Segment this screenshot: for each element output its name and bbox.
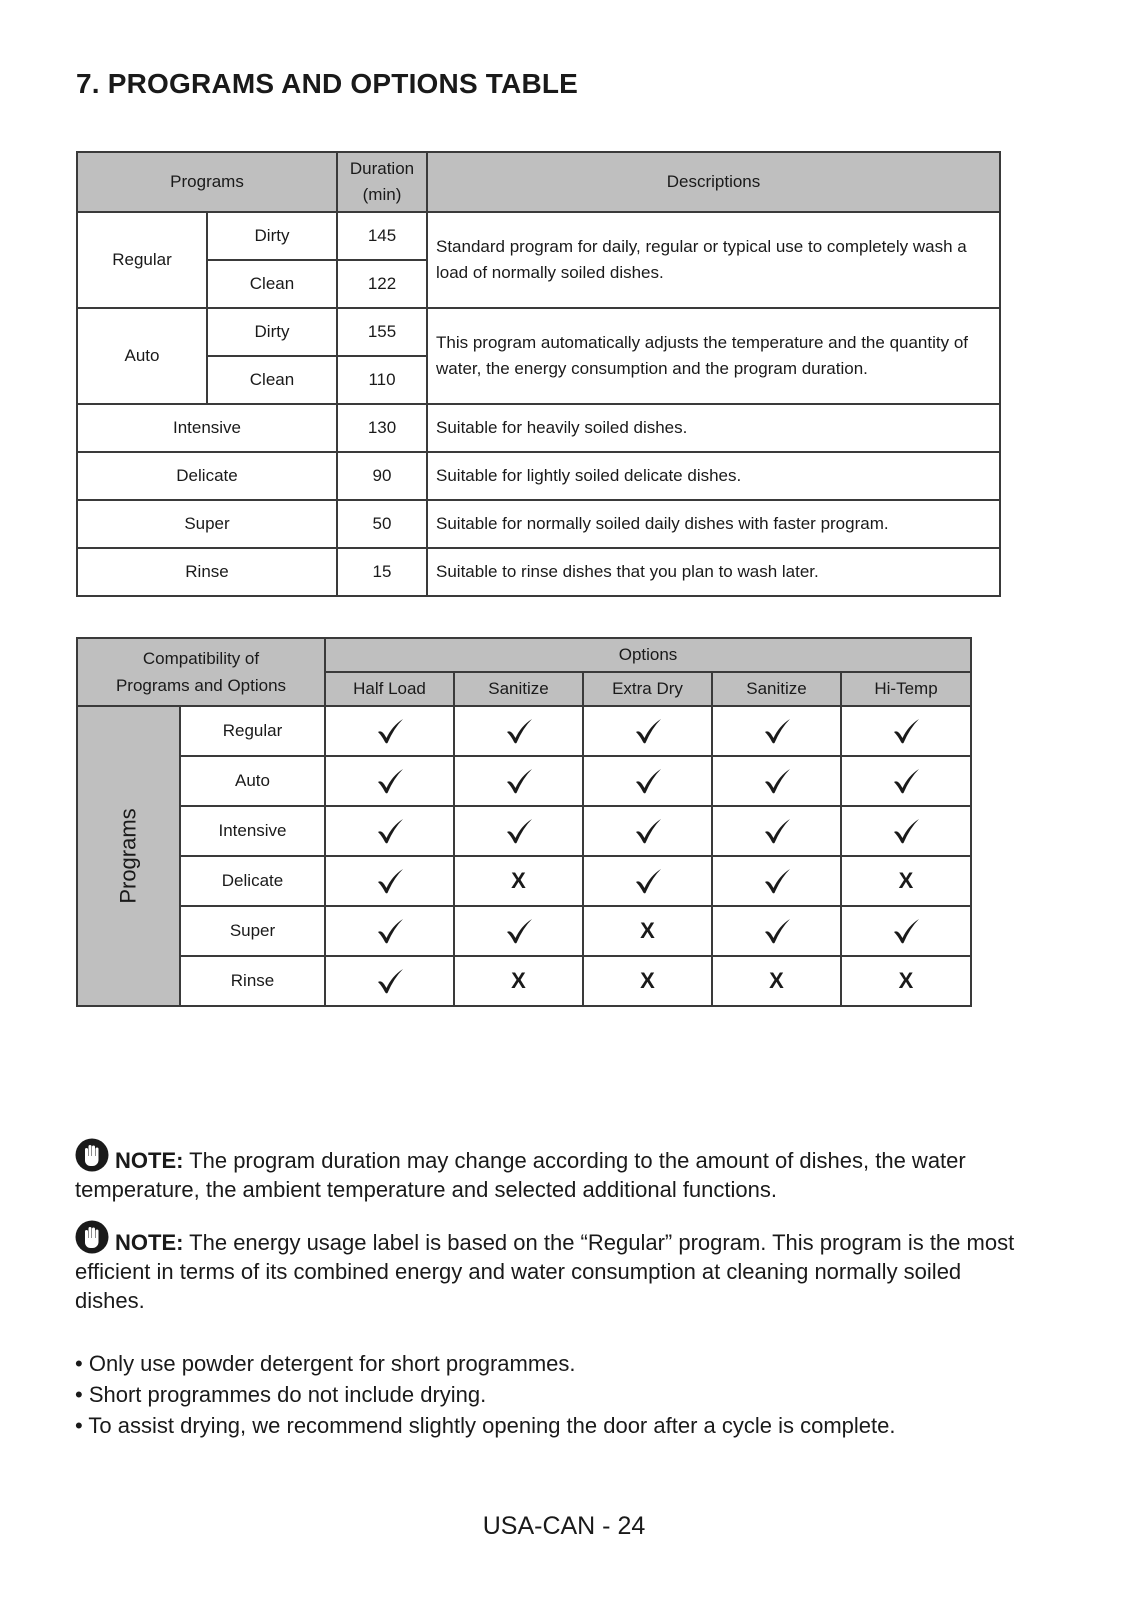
page-title: 7. PROGRAMS AND OPTIONS TABLE	[76, 68, 579, 99]
check-mark	[713, 767, 840, 795]
compat-cell	[841, 956, 971, 1006]
compat-cell	[325, 706, 454, 756]
table-row	[77, 906, 971, 956]
check-mark	[713, 817, 840, 845]
note-duration	[75, 1138, 1035, 1204]
table-row	[77, 806, 971, 856]
super-duration: 50	[337, 500, 427, 548]
compat-cell	[583, 856, 712, 906]
check-icon	[375, 767, 405, 795]
compat-cell	[583, 706, 712, 756]
compat-cell	[454, 806, 583, 856]
regular-clean-label: Clean	[207, 260, 337, 308]
delicate-description: Suitable for lightly soiled delicate dishes.	[427, 452, 1000, 500]
program-name-rinse: Rinse	[77, 548, 337, 596]
compat-program-name: Rinse	[180, 956, 325, 1006]
compat-cell	[712, 806, 841, 856]
compat-cell	[454, 856, 583, 906]
check-mark	[326, 767, 453, 795]
compat-body	[77, 706, 971, 1006]
compatibility-table	[76, 637, 972, 1007]
check-mark	[326, 917, 453, 945]
auto-dirty-label: Dirty	[207, 308, 337, 356]
check-mark	[584, 717, 711, 745]
options-header: Options	[325, 638, 971, 672]
cross-mark: X	[511, 868, 526, 893]
regular-clean-duration: 122	[337, 260, 427, 308]
compat-cell	[583, 806, 712, 856]
check-icon	[762, 817, 792, 845]
compat-cell	[841, 756, 971, 806]
regular-dirty-label: Dirty	[207, 212, 337, 260]
header-descriptions: Descriptions	[427, 152, 1000, 212]
cross-mark: X	[898, 868, 914, 893]
hand-stop-icon	[75, 1220, 109, 1254]
check-icon	[633, 817, 663, 845]
note-label: NOTE:	[115, 1148, 184, 1173]
hand-stop-icon	[75, 1138, 109, 1172]
check-icon	[375, 717, 405, 745]
compat-cell	[841, 706, 971, 756]
check-mark	[326, 817, 453, 845]
compat-cell	[841, 906, 971, 956]
check-mark	[842, 717, 970, 745]
check-icon	[375, 817, 405, 845]
program-name-intensive: Intensive	[77, 404, 337, 452]
compat-cell	[583, 956, 712, 1006]
note-text: The program duration may change according to the amount of dishes, the water temperature, the ambient temperature and selected additional functions.	[75, 1148, 966, 1202]
compat-cell	[325, 906, 454, 956]
check-icon	[762, 717, 792, 745]
super-description: Suitable for normally soiled daily dishes with faster program.	[427, 500, 1000, 548]
note-text: The energy usage label is based on the “Regular” program. This program is the most efficient in terms of its combined energy and water consumption at cleaning normally soiled dishes.	[75, 1230, 1015, 1313]
table-row	[77, 308, 1000, 356]
check-icon	[504, 717, 534, 745]
compat-program-name: Super	[180, 906, 325, 956]
auto-clean-label: Clean	[207, 356, 337, 404]
check-mark	[326, 967, 453, 995]
programs-side-label-cell	[77, 706, 180, 1006]
table-row	[77, 548, 1000, 596]
table-row	[77, 404, 1000, 452]
check-mark	[326, 717, 453, 745]
compat-cell	[454, 906, 583, 956]
programs-side-label: Programs	[115, 808, 141, 904]
compat-cell	[325, 856, 454, 906]
auto-dirty-duration: 155	[337, 308, 427, 356]
check-icon	[633, 767, 663, 795]
check-mark	[455, 717, 582, 745]
compat-cell	[712, 956, 841, 1006]
check-icon	[891, 767, 921, 795]
list-item: • To assist drying, we recommend slightly opening the door after a cycle is complete.	[75, 1410, 1055, 1441]
check-icon	[504, 917, 534, 945]
program-name-regular: Regular	[77, 212, 207, 308]
compat-cell	[712, 906, 841, 956]
check-mark	[713, 717, 840, 745]
check-icon	[762, 767, 792, 795]
compat-header-line2: Programs and Options	[115, 676, 287, 695]
compat-cell	[841, 856, 971, 906]
table-row	[77, 756, 971, 806]
check-icon	[891, 717, 921, 745]
list-item: • Only use powder detergent for short programmes.	[75, 1348, 1055, 1379]
check-mark	[842, 917, 970, 945]
cross-mark: X	[769, 968, 784, 993]
tips-list	[75, 1348, 1055, 1441]
compat-program-name: Intensive	[180, 806, 325, 856]
check-mark	[584, 767, 711, 795]
header-duration-line1: Duration	[349, 159, 415, 178]
compat-header	[77, 638, 325, 706]
compat-program-name: Regular	[180, 706, 325, 756]
intensive-description: Suitable for heavily soiled dishes.	[427, 404, 1000, 452]
check-mark	[326, 867, 453, 895]
option-header: Extra Dry	[583, 672, 712, 706]
table-row	[77, 212, 1000, 260]
program-name-super: Super	[77, 500, 337, 548]
check-mark	[713, 917, 840, 945]
table-row	[77, 500, 1000, 548]
check-icon	[375, 967, 405, 995]
table-row	[77, 856, 971, 906]
check-icon	[891, 917, 921, 945]
compat-header-line1: Compatibility of	[142, 649, 260, 668]
table-row	[77, 452, 1000, 500]
auto-clean-duration: 110	[337, 356, 427, 404]
program-name-auto: Auto	[77, 308, 207, 404]
table-row	[77, 706, 971, 756]
cross-mark: X	[511, 968, 526, 993]
header-duration-line2: (min)	[362, 185, 402, 204]
compat-cell	[325, 756, 454, 806]
note-energy	[75, 1220, 1035, 1315]
option-header: Sanitize	[454, 672, 583, 706]
check-icon	[762, 917, 792, 945]
delicate-duration: 90	[337, 452, 427, 500]
check-mark	[455, 767, 582, 795]
cross-mark: X	[898, 968, 914, 993]
check-icon	[762, 867, 792, 895]
compat-cell	[712, 856, 841, 906]
check-icon	[633, 867, 663, 895]
check-mark	[584, 867, 711, 895]
compat-cell	[454, 756, 583, 806]
list-item: • Short programmes do not include drying.	[75, 1379, 1055, 1410]
rinse-duration: 15	[337, 548, 427, 596]
option-header: Half Load	[325, 672, 454, 706]
page-footer: USA-CAN - 24	[482, 1512, 646, 1540]
compat-cell	[841, 806, 971, 856]
compat-cell	[454, 706, 583, 756]
option-header: Sanitize	[712, 672, 841, 706]
cross-mark: X	[640, 918, 655, 943]
program-name-delicate: Delicate	[77, 452, 337, 500]
rinse-description: Suitable to rinse dishes that you plan to wash later.	[427, 548, 1000, 596]
check-icon	[633, 717, 663, 745]
compat-cell	[583, 906, 712, 956]
regular-dirty-duration: 145	[337, 212, 427, 260]
check-icon	[504, 767, 534, 795]
compat-cell	[712, 756, 841, 806]
check-mark	[584, 817, 711, 845]
check-icon	[504, 817, 534, 845]
check-mark	[713, 867, 840, 895]
check-mark	[455, 917, 582, 945]
header-duration	[337, 152, 427, 212]
check-icon	[891, 817, 921, 845]
programs-table	[76, 151, 1001, 597]
compat-cell	[712, 706, 841, 756]
check-icon	[375, 867, 405, 895]
cross-mark: X	[640, 968, 655, 993]
check-mark	[455, 817, 582, 845]
programs-header-row	[77, 152, 1000, 212]
option-header: Hi-Temp	[841, 672, 971, 706]
compat-cell	[454, 956, 583, 1006]
header-programs: Programs	[77, 152, 337, 212]
check-mark	[842, 767, 970, 795]
compat-program-name: Delicate	[180, 856, 325, 906]
notes	[75, 1138, 1035, 1331]
compat-cell	[325, 806, 454, 856]
table-row	[77, 956, 971, 1006]
intensive-duration: 130	[337, 404, 427, 452]
compat-cell	[325, 956, 454, 1006]
regular-description: Standard program for daily, regular or typical use to completely wash a load of normally soiled dishes.	[427, 212, 1000, 308]
note-label: NOTE:	[115, 1230, 184, 1255]
compat-program-name: Auto	[180, 756, 325, 806]
check-icon	[375, 917, 405, 945]
check-mark	[842, 817, 970, 845]
compat-cell	[583, 756, 712, 806]
auto-description: This program automatically adjusts the temperature and the quantity of water, the energy consumption and the program duration.	[427, 308, 1000, 404]
